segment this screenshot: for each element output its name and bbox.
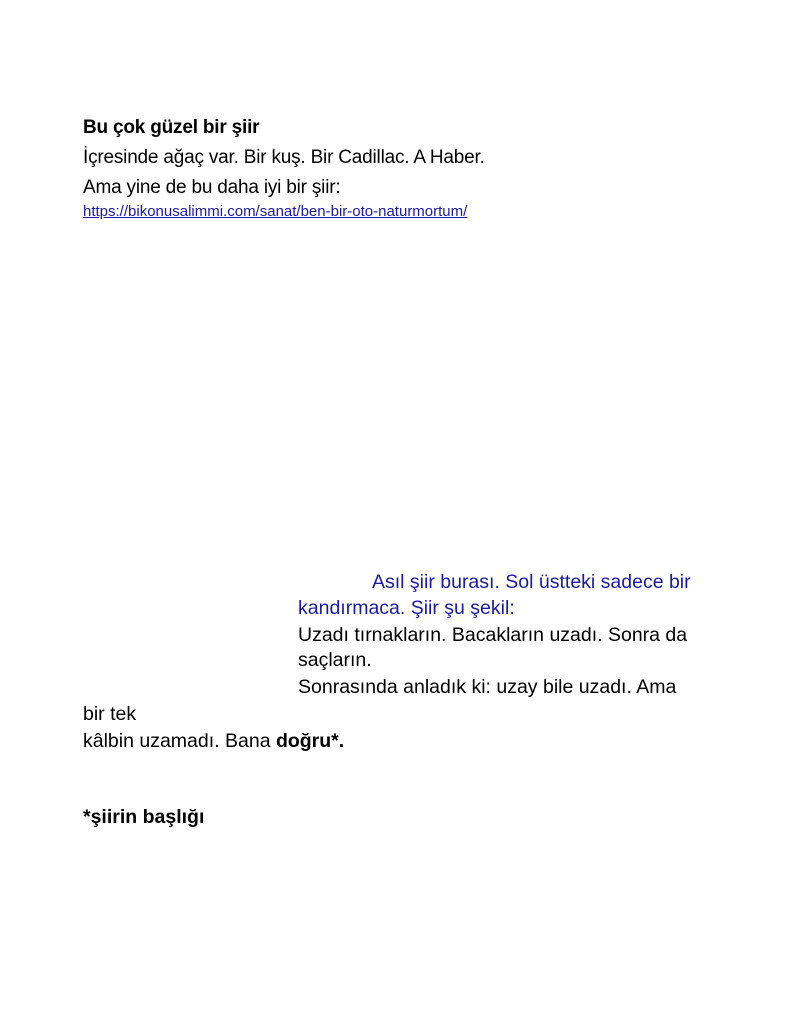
poem-line-5-text: kâlbin uzamadı. Bana: [83, 730, 276, 752]
intro-line-2: Ama yine de bu daha iyi bir şiir:: [83, 177, 341, 198]
poem-note-line-1: Asıl şiir burası. Sol üstteki sadece bir: [372, 571, 691, 593]
poem-note-line-2: kandırmaca. Şiir şu şekil:: [298, 597, 515, 619]
poem-line-5: [83, 732, 344, 752]
poem-line-3: Sonrasında anladık ki: uzay bile uzadı. Ama: [298, 676, 677, 698]
poem-line-1: Uzadı tırnakların. Bacakların uzadı. Sonra da: [298, 624, 688, 646]
poem-line-2: saçların.: [298, 649, 372, 671]
poem-link[interactable]: https://bikonusalimmi.com/sanat/ben-bir-oto-naturmortum/: [83, 203, 468, 220]
intro-title: Bu çok güzel bir şiir: [83, 117, 260, 138]
poem-title-word: doğru*.: [275, 730, 345, 752]
poem-line-4: bir tek: [83, 703, 137, 725]
footnote: *şiirin başlığı: [83, 806, 205, 828]
intro-line-1: İçresinde ağaç var. Bir kuş. Bir Cadillac. A Haber.: [83, 147, 485, 168]
